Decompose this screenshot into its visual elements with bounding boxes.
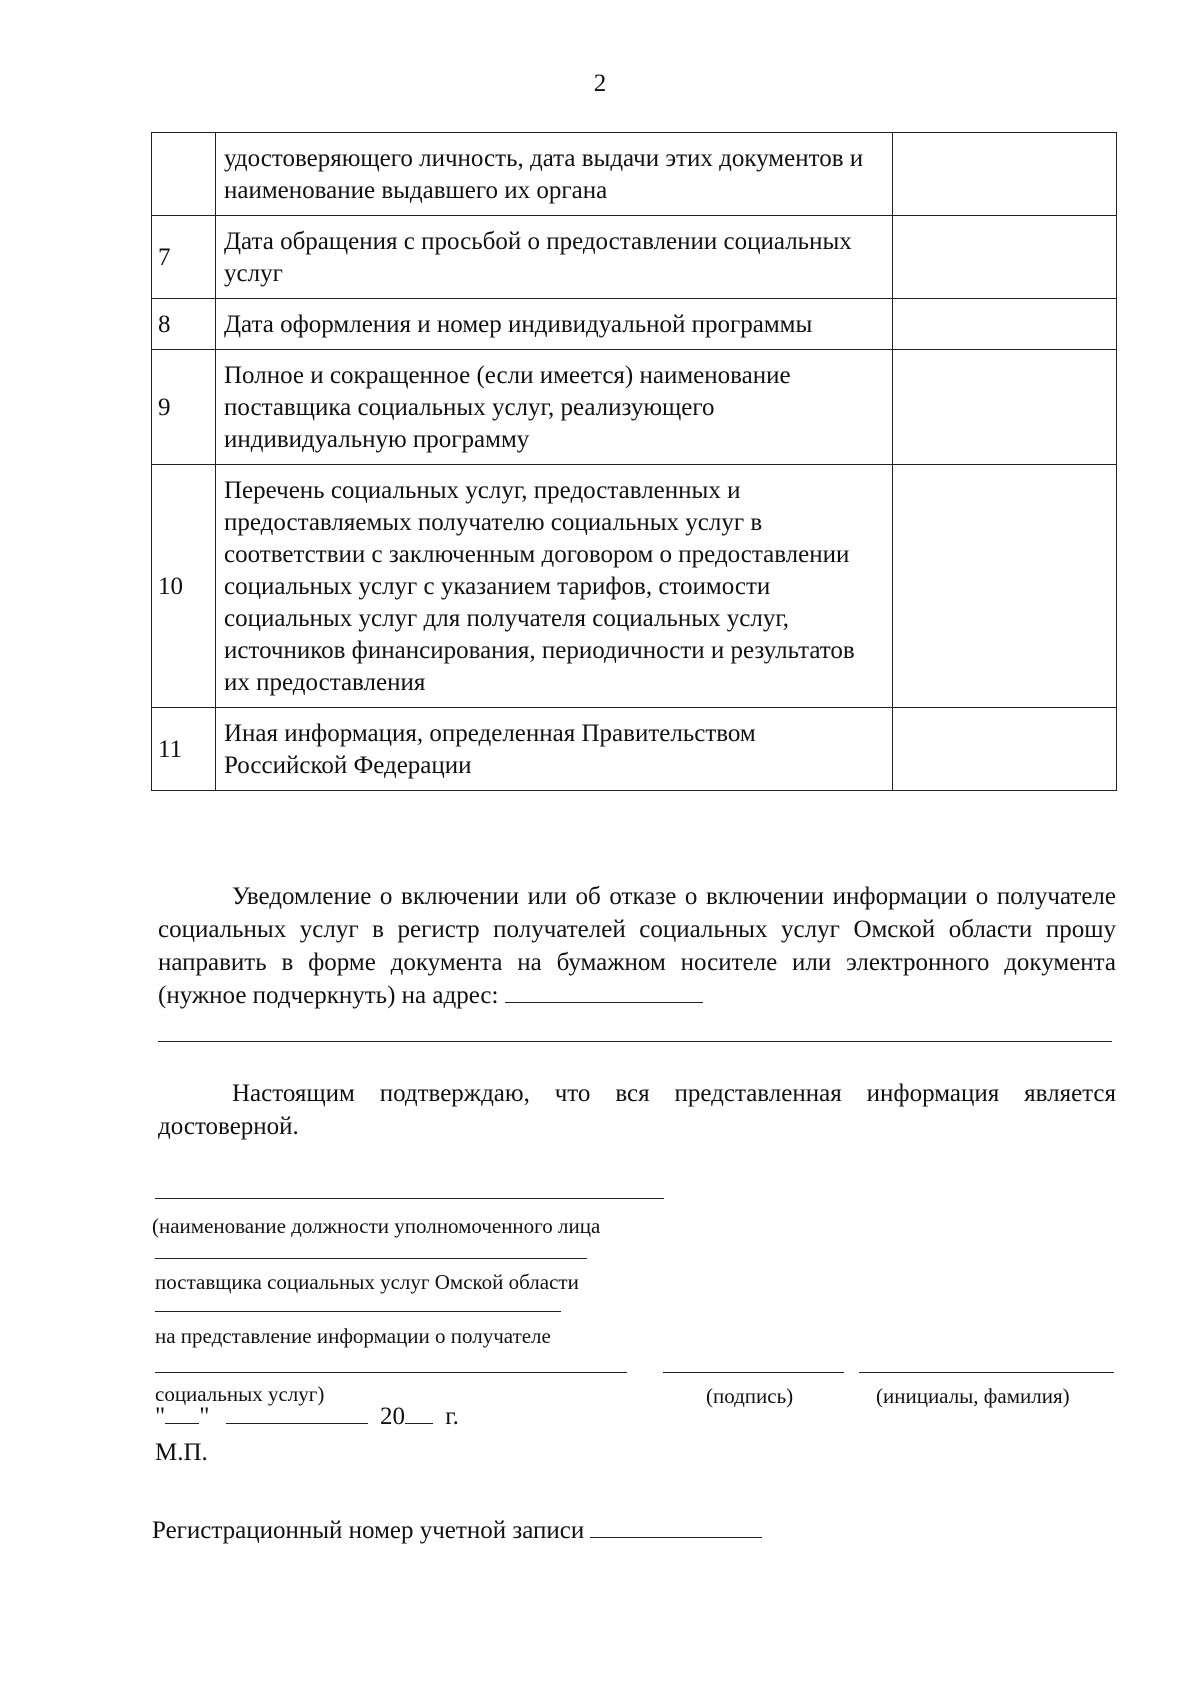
row-text: Иная информация, определенная Правительством Российской Федерации	[216, 708, 893, 791]
year-suffix: г.	[445, 1403, 459, 1430]
row-number: 8	[152, 299, 216, 350]
row-value[interactable]	[893, 465, 1117, 708]
row-text: Дата оформления и номер индивидуальной программы	[216, 299, 893, 350]
position-caption-4: социальных услуг)	[155, 1382, 325, 1406]
address-field[interactable]	[505, 980, 703, 1003]
table-row	[152, 133, 1117, 216]
registration-number-field[interactable]	[590, 1515, 762, 1538]
row-number: 11	[152, 708, 216, 791]
registration-number	[152, 1515, 762, 1545]
position-line-1[interactable]	[155, 1198, 664, 1199]
position-line-3[interactable]	[155, 1311, 561, 1312]
row-value[interactable]	[893, 708, 1117, 791]
confirmation-text: Настоящим подтверждаю, что вся представленная информация является достоверной.	[158, 1080, 1116, 1140]
row-text: удостоверяющего личность, дата выдачи этих документов и наименование выдавшего их органа	[216, 133, 893, 216]
row-number: 9	[152, 350, 216, 465]
signature-caption: (подпись)	[706, 1384, 794, 1408]
table-row	[152, 350, 1117, 465]
registration-label: Регистрационный номер учетной записи	[152, 1517, 585, 1544]
year-prefix: 20	[379, 1403, 405, 1430]
stamp-label: М.П.	[155, 1439, 208, 1466]
date-field	[155, 1403, 459, 1431]
date-open-quote: "	[155, 1403, 166, 1430]
table-row	[152, 216, 1117, 299]
date-close-quote: "	[199, 1403, 210, 1430]
page-number: 2	[593, 70, 607, 97]
info-table	[151, 132, 1117, 791]
row-value[interactable]	[893, 350, 1117, 465]
row-number: 7	[152, 216, 216, 299]
position-line-2[interactable]	[155, 1258, 587, 1259]
notice-paragraph	[158, 880, 1116, 1012]
table-row	[152, 465, 1117, 708]
table-row	[152, 708, 1117, 791]
position-caption-3: на представление информации о получателе	[155, 1324, 551, 1348]
address-continuation-line[interactable]	[158, 1041, 1112, 1042]
month-field[interactable]	[226, 1403, 368, 1424]
row-text: Полное и сокращенное (если имеется) наименование поставщика социальных услуг, реализующего индивидуальную программу	[216, 350, 893, 465]
name-line[interactable]	[859, 1372, 1114, 1373]
confirmation-paragraph	[158, 1077, 1116, 1143]
year-field[interactable]	[405, 1403, 433, 1424]
name-caption: (инициалы, фамилия)	[876, 1384, 1070, 1408]
position-caption-2: поставщика социальных услуг Омской области	[155, 1270, 579, 1294]
row-text: Дата обращения с просьбой о предоставлении социальных услуг	[216, 216, 893, 299]
signature-line[interactable]	[663, 1372, 844, 1373]
row-text: Перечень социальных услуг, предоставленных и предоставляемых получателю социальных услуг в соответствии с заключенным договором о предоставлении социальных услуг с указанием тарифов, стоимости социальных услуг для получателя социальных услуг, источников финансирования, периодичности и результатов их предоставления	[216, 465, 893, 708]
table-row	[152, 299, 1117, 350]
row-value[interactable]	[893, 133, 1117, 216]
row-value[interactable]	[893, 216, 1117, 299]
notice-text: Уведомление о включении или об отказе о включении информации о получателе социальных услуг в регистр получателей социальных услуг Омской области прошу направить в форме документа на бумажном носителе или электронного документа (нужное подчеркнуть) на адрес:	[158, 883, 1116, 1009]
position-line-4[interactable]	[155, 1372, 627, 1373]
row-value[interactable]	[893, 299, 1117, 350]
row-number	[152, 133, 216, 216]
row-number: 10	[152, 465, 216, 708]
position-caption-1: (наименование должности уполномоченного лица	[152, 1214, 601, 1238]
day-field[interactable]	[165, 1403, 199, 1424]
